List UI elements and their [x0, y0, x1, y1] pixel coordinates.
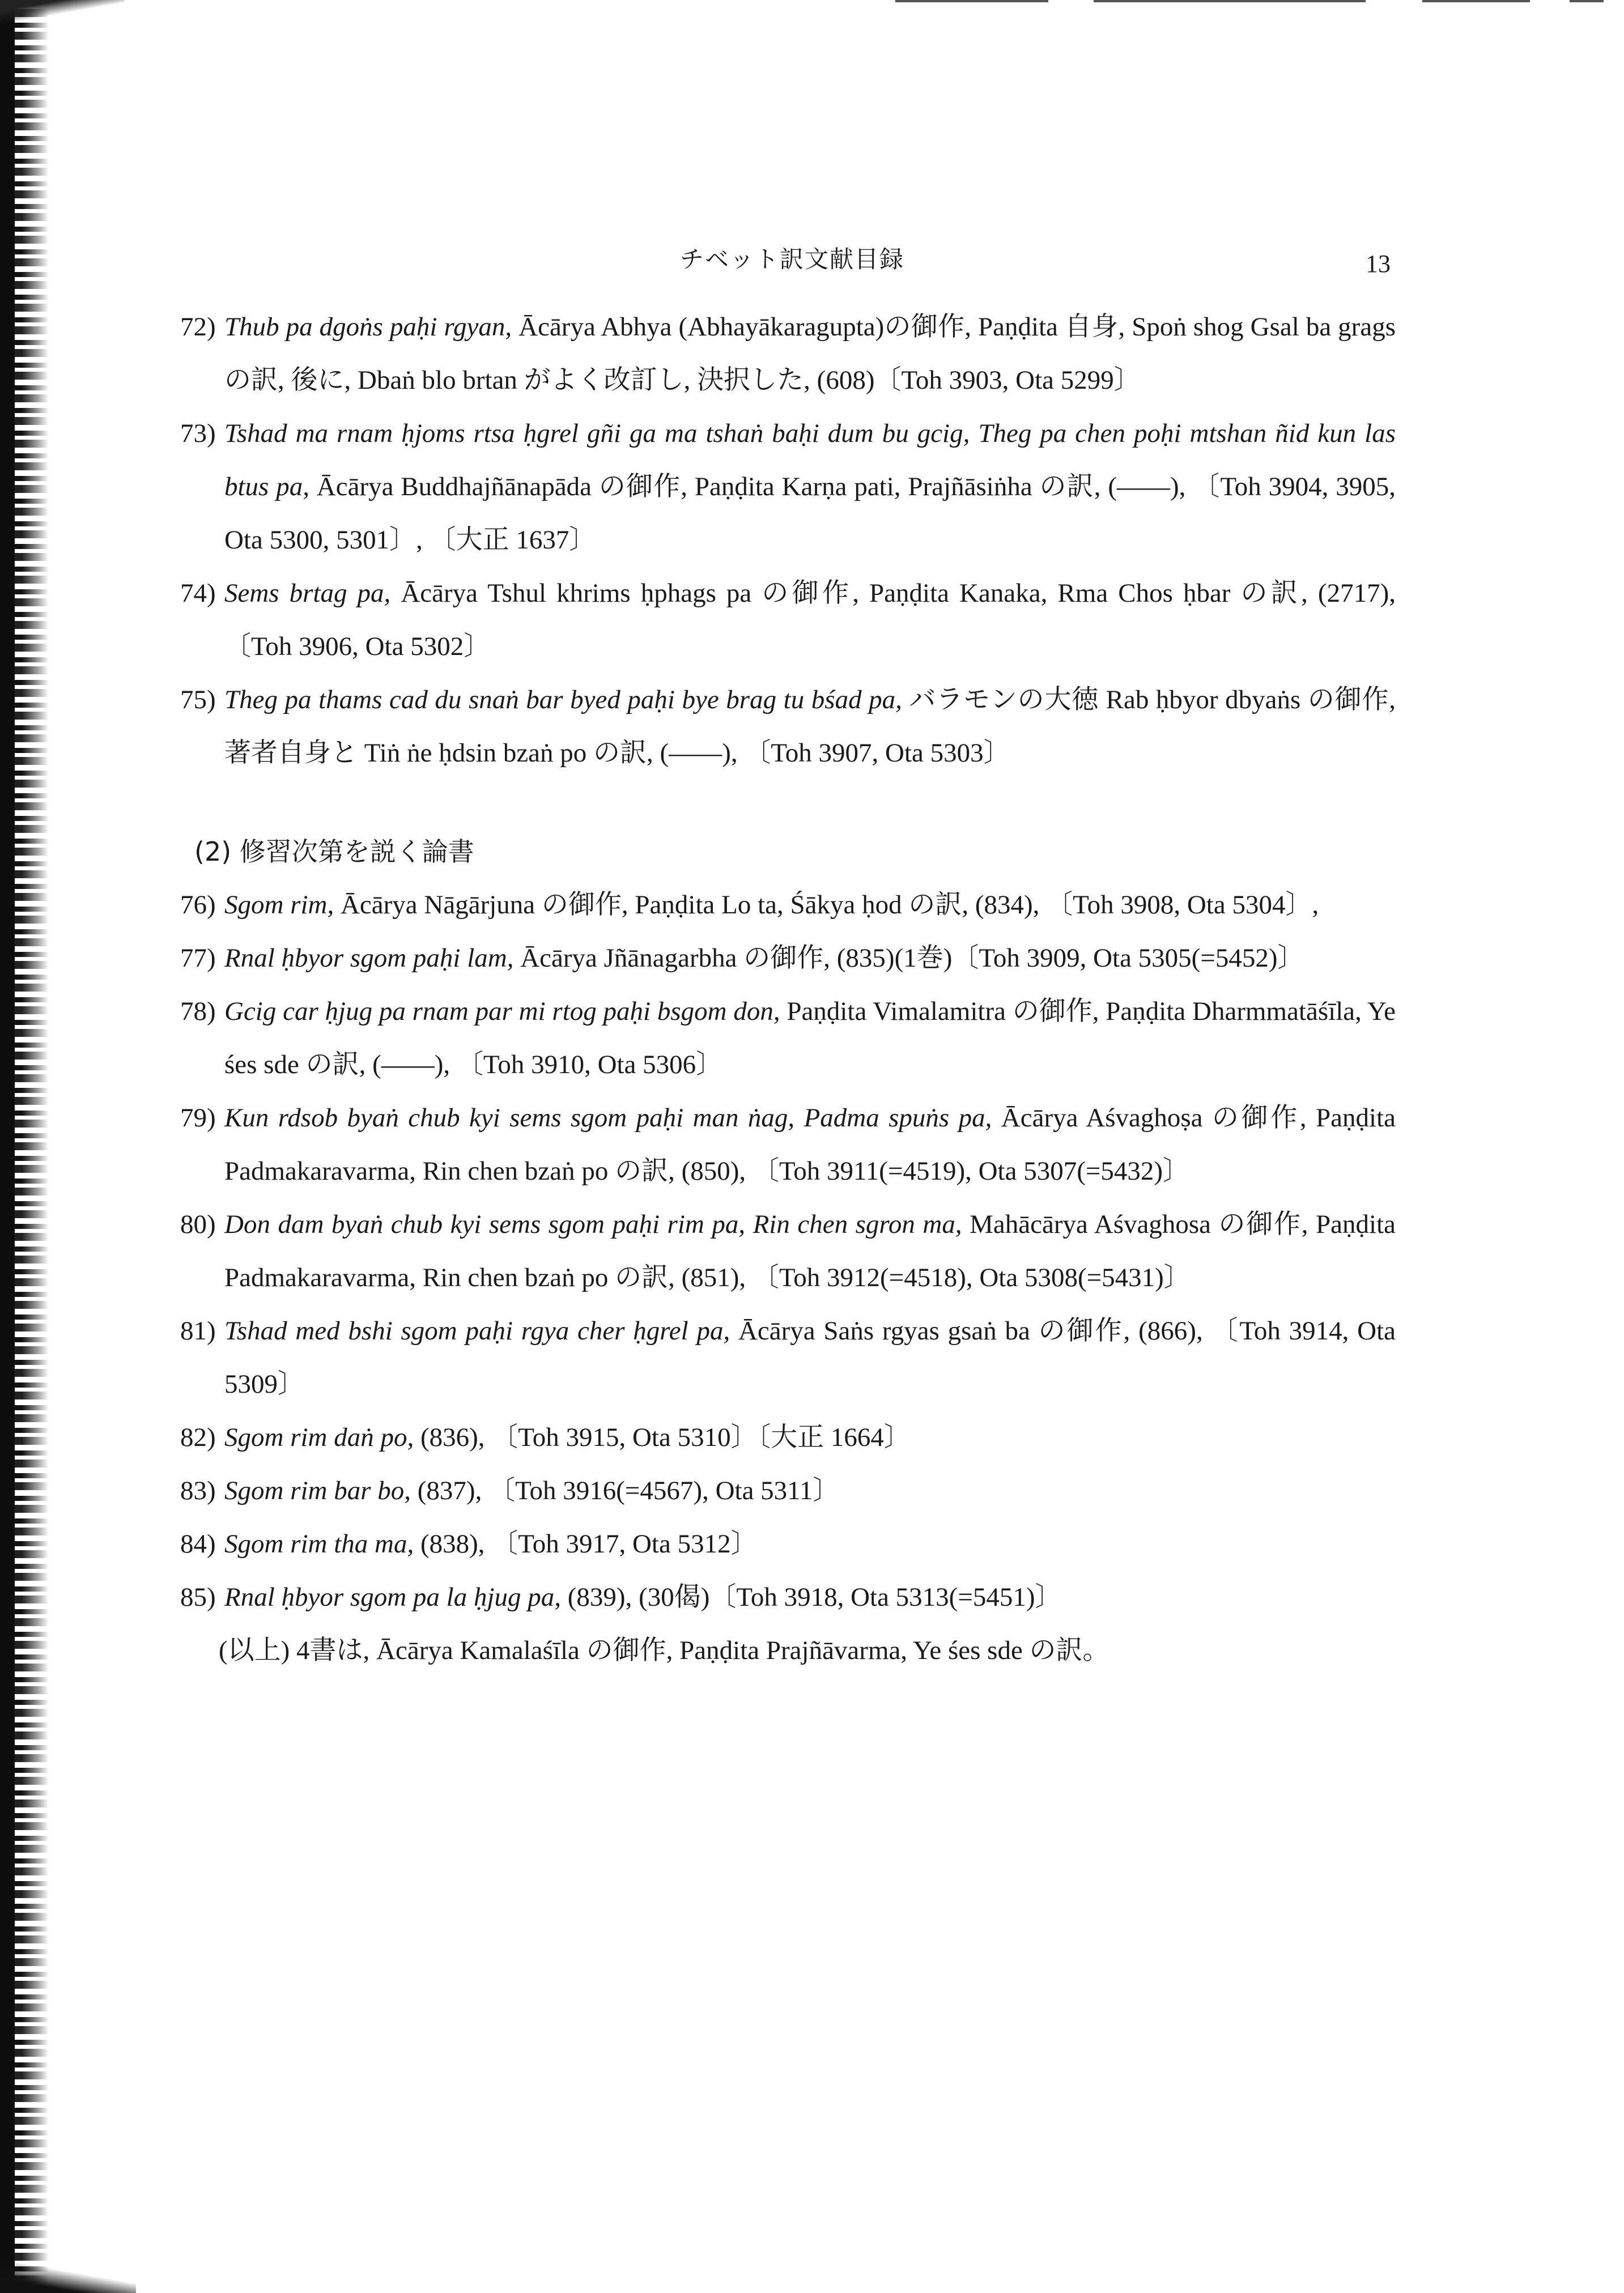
- scan-corner-bottom: [0, 2242, 136, 2293]
- entry-title: Tshad ma rnam ḥjoms rtsa ḥgrel gñi ga ma tshaṅ baḥi dum bu gcig, Theg pa chen poḥi mtshan ñid kun las btus pa,: [224, 419, 1396, 501]
- entry-number: 73): [180, 419, 216, 448]
- catalog-entry: [180, 1304, 1396, 1411]
- entry-details: Ācārya Saṅs rgyas gsaṅ ba の御作, (866), 〔Toh 3914, Ota 5309〕: [224, 1316, 1396, 1399]
- entry-details: Mahācārya Aśvaghosa の御作, Paṇḍita Padmakaravarma, Rin chen bzaṅ po の訳, (851), 〔Toh 3912(=4518), Ota 5308(=5431)〕: [224, 1210, 1396, 1292]
- section-heading: (2) 修習次第を説く論書: [194, 836, 474, 867]
- entry-number: 76): [180, 890, 216, 920]
- entry-title: Sgom rim tha ma,: [224, 1529, 414, 1559]
- catalog-entry: [180, 878, 1396, 931]
- running-title: チベット訳文献目録: [680, 245, 905, 273]
- entry-title: Sgom rim daṅ po,: [224, 1423, 414, 1452]
- entry-details: Ācārya Tshul khrims ḥphags pa の御作, Paṇḍita Kanaka, Rma Chos ḥbar の訳, (2717), 〔Toh 3906, Ota 5302〕: [224, 578, 1396, 661]
- entry-details: Ācārya Aśvaghoṣa の御作, Paṇḍita Padmakaravarma, Rin chen bzaṅ po の訳, (850), 〔Toh 3911(=4519), Ota 5307(=5432)〕: [224, 1103, 1396, 1186]
- scan-corner-top: [0, 0, 125, 40]
- entry-title: Sgom rim,: [224, 890, 334, 920]
- catalog-entry: [180, 1571, 1396, 1624]
- entry-title: Gcig car ḥjug pa rnam par mi rtog paḥi bsgom don,: [224, 997, 780, 1026]
- entry-title: Rnal ḥbyor sgom pa la ḥjug pa,: [224, 1582, 562, 1612]
- scan-edge-line: [895, 0, 1048, 2]
- entry-list-b: [180, 878, 1396, 1624]
- entry-details: Ācārya Jñānagarbha の御作, (835)(1巻)〔Toh 3909, Ota 5305(=5452)〕: [513, 943, 1304, 973]
- entry-title: Tshad med bshi sgom paḥi rgya cher ḥgrel pa,: [224, 1316, 730, 1346]
- entry-number: 83): [180, 1476, 216, 1505]
- catalog-entry: [180, 567, 1396, 673]
- entry-number: 81): [180, 1316, 216, 1346]
- entry-number: 79): [180, 1103, 216, 1133]
- catalog-entry: [180, 1411, 1396, 1464]
- entry-details: Ācārya Abhya (Abhayākaragupta)の御作, Paṇḍita 自身, Spoṅ shog Gsal ba grags の訳, 後に, Dbaṅ blo brtan がよく改訂し, 決択した, (608)〔Toh 3903, Ota 5299〕: [224, 312, 1396, 395]
- entry-details: (838), 〔Toh 3917, Ota 5312〕: [414, 1529, 758, 1559]
- entry-number: 72): [180, 312, 216, 342]
- entry-number: 80): [180, 1210, 216, 1239]
- catalog-entry: [180, 300, 1396, 407]
- closing-note: (以上) 4書は, Ācārya Kamalaśīla の御作, Paṇḍita Prajñāvarma, Ye śes sde の訳。: [219, 1636, 1109, 1665]
- scan-edge-line: [1570, 0, 1604, 2]
- entry-title: Sgom rim bar bo,: [224, 1476, 411, 1505]
- entry-number: 75): [180, 685, 216, 714]
- entry-number: 77): [180, 943, 216, 973]
- entry-list-a: [180, 300, 1396, 780]
- catalog-body: [180, 300, 1396, 1677]
- entry-details: (839), (30偈)〔Toh 3918, Ota 5313(=5451)〕: [561, 1582, 1062, 1612]
- page-number: 13: [1366, 250, 1391, 278]
- catalog-entry: [180, 673, 1396, 780]
- book-spine-shadow: [0, 0, 15, 2293]
- entry-details: (836), 〔Toh 3915, Ota 5310〕〔大正 1664〕: [414, 1423, 911, 1452]
- catalog-entry: [180, 1198, 1396, 1304]
- scan-edge-line: [1422, 0, 1530, 2]
- entry-title: Kun rdsob byaṅ chub kyi sems sgom paḥi man ṅag, Padma spuṅs pa,: [224, 1103, 992, 1133]
- catalog-entry: [180, 931, 1396, 985]
- entry-details: Ācārya Nāgārjuna の御作, Paṇḍita Lo ta, Śākya ḥod の訳, (834), 〔Toh 3908, Ota 5304〕,: [334, 890, 1319, 920]
- entry-details: (837), 〔Toh 3916(=4567), Ota 5311〕: [411, 1476, 840, 1505]
- entry-number: 85): [180, 1582, 216, 1612]
- entry-title: Don dam byaṅ chub kyi sems sgom paḥi rim pa, Rin chen sgron ma,: [224, 1210, 962, 1239]
- catalog-entry: [180, 985, 1396, 1091]
- entry-number: 74): [180, 578, 216, 608]
- catalog-entry: [180, 1464, 1396, 1517]
- entry-title: Rnal ḥbyor sgom paḥi lam,: [224, 943, 514, 973]
- entry-details: バラモンの大徳 Rab ḥbyor dbyaṅs の御作, 著者自身と Tiṅ ṅe ḥdsin bzaṅ po の訳, (——), 〔Toh 3907, Ota 5303〕: [224, 685, 1396, 768]
- entry-details: Ācārya Buddhajñānapāda の御作, Paṇḍita Karṇa pati, Prajñāsiṅha の訳, (——), 〔Toh 3904, 3905, Ota 5300, 5301〕, 〔大正 1637〕: [224, 472, 1396, 555]
- catalog-entry: [180, 407, 1396, 567]
- scan-edge-line: [1094, 0, 1366, 2]
- entry-number: 78): [180, 997, 216, 1026]
- entry-title: Thub pa dgoṅs paḥi rgyan,: [224, 312, 512, 342]
- catalog-entry: [180, 1517, 1396, 1571]
- catalog-entry: [180, 1091, 1396, 1198]
- entry-title: Theg pa thams cad du snaṅ bar byed paḥi bye brag tu bśad pa,: [224, 685, 902, 714]
- entry-number: 82): [180, 1423, 216, 1452]
- entry-title: Sems brtag pa,: [224, 578, 391, 608]
- entry-number: 84): [180, 1529, 216, 1559]
- entry-details: Paṇḍita Vimalamitra の御作, Paṇḍita Dharmmatāśīla, Ye śes sde の訳, (——), 〔Toh 3910, Ota 5306〕: [224, 997, 1396, 1079]
